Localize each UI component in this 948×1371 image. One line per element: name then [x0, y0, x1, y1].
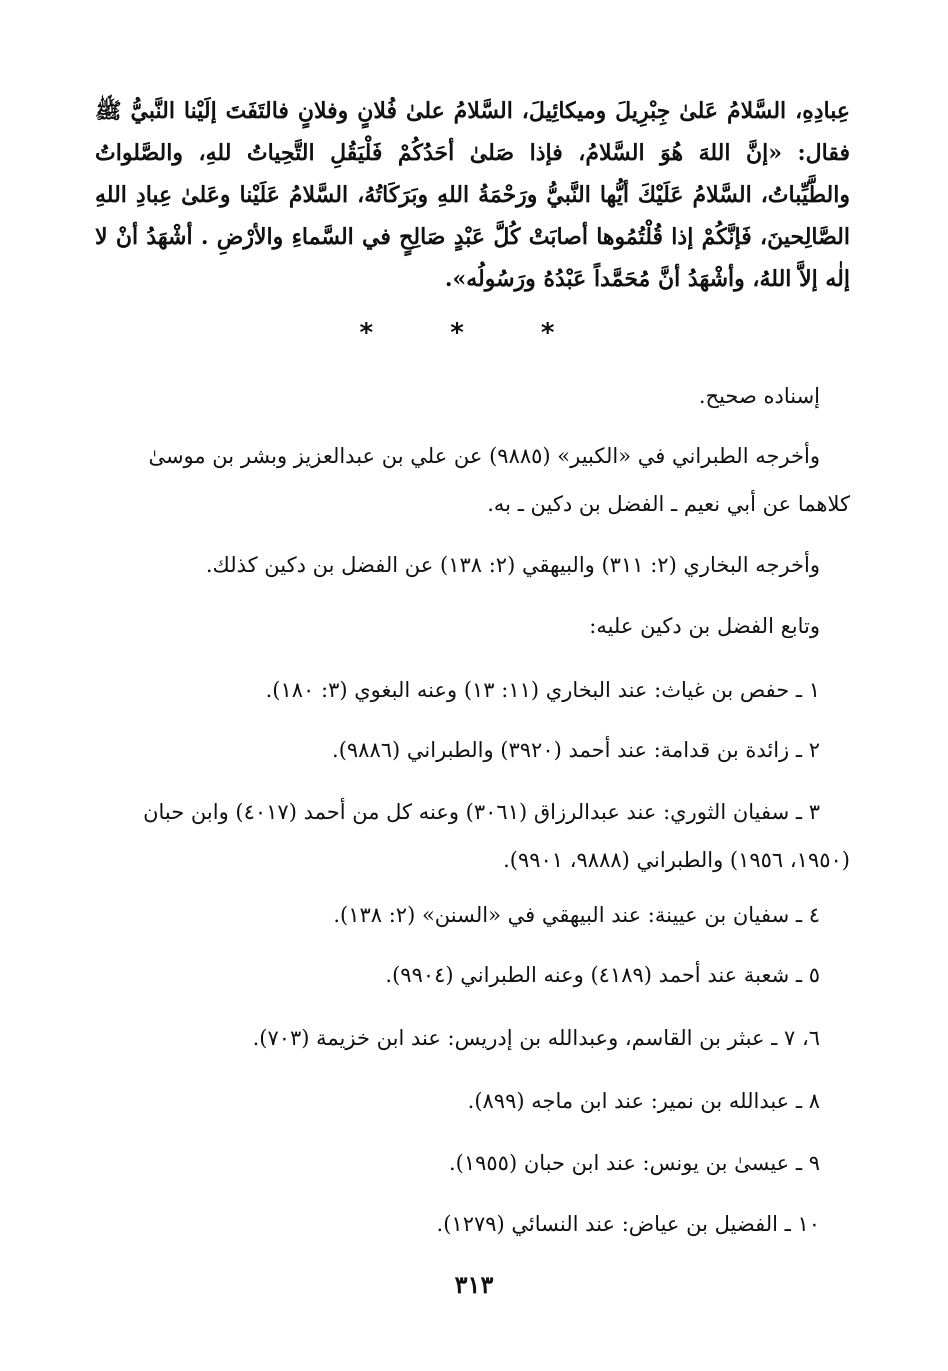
list-item: ٢ ـ زائدة بن قدامة: عند أحمد (٣٩٢٠) والطبراني (٩٨٨٦). — [332, 738, 820, 762]
list-item: ٩ ـ عيسىٰ بن يونس: عند ابن حبان (١٩٥٥). — [448, 1151, 820, 1175]
list-item: ٥ ـ شعبة عند أحمد (٤١٨٩) وعنه الطبراني (٩٩٠٤). — [385, 963, 820, 987]
list-item: ٦، ٧ ـ عبثر بن القاسم، وعبدالله بن إدريس: عند ابن خزيمة (٧٠٣). — [252, 1026, 820, 1050]
list-item: ٨ ـ عبدالله بن نمير: عند ابن ماجه (٨٩٩). — [467, 1089, 820, 1113]
hadith-text: عِبادِهِ، السَّلامُ عَلىٰ جِبْرِيلَ وميكائِيلَ، السَّلامُ علىٰ فُلانٍ وفلانٍ فالتَفَتَ إلَيْنا النَّبيُّ ﷺ فقال: «إنَّ اللهَ هُوَ السَّلامُ، فإذا صَلىٰ أحَدُكُمْ فَلْيَقُلِ التَّحِياتُ للهِ، والصَّلواتُ والطَّيِّباتُ، السَّلامُ عَلَيْكَ أيُّها النَّبيُّ ورَحْمَةُ اللهِ وبَرَكَاتُهُ، السَّلامُ عَلَيْنا وعَلىٰ عِبادِ اللهِ الصَّالِحينَ، فَإنَّكُمْ إذا قُلْتُمُوها أصابَتْ كُلَّ عَبْدٍ صَالِحٍ في السَّماءِ والأرْضِ . أشْهَدُ أنْ لا إلٰه إلاَّ اللهُ، وأشْهَدُ أنَّ مُحَمَّداً عَبْدُهُ ورَسُولُه». — [95, 98, 850, 292]
isnad-statement: إسناده صحيح. — [698, 384, 820, 408]
takhrij-paragraph-1: وأخرجه الطبراني في «الكبير» (٩٨٨٥) عن علي بن عبدالعزيز وبشر بن موسىٰ كلاهما عن أبي نعيم ـ الفضل بن دكين ـ به. — [148, 444, 850, 516]
mutabaat-heading: وتابع الفضل بن دكين عليه: — [589, 614, 820, 638]
list-item: ٤ ـ سفيان بن عيينة: عند البيهقي في «السنن» (٢: ١٣٨). — [333, 903, 820, 927]
list-item: ١ ـ حفص بن غياث: عند البخاري (١١: ١٣) وعنه البغوي (٣: ١٨٠). — [265, 678, 820, 702]
hadith-block — [95, 90, 850, 300]
takhrij-paragraph-2: وأخرجه البخاري (٢: ٣١١) والبيهقي (٢: ١٣٨) عن الفضل بن دكين كذلك. — [205, 553, 820, 577]
section-separator: * * * — [359, 318, 589, 348]
page-number: ٣١٣ — [454, 1270, 494, 1299]
list-item: ٣ ـ سفيان الثوري: عند عبدالرزاق (٣٠٦١) وعنه كل من أحمد (٤٠١٧) وابن حبان (١٩٥٠، ١٩٥٦) والطبراني (٩٨٨٨، ٩٩٠١). — [143, 800, 850, 872]
list-item: ١٠ ـ الفضيل بن عياض: عند النسائي (١٢٧٩). — [436, 1212, 820, 1236]
